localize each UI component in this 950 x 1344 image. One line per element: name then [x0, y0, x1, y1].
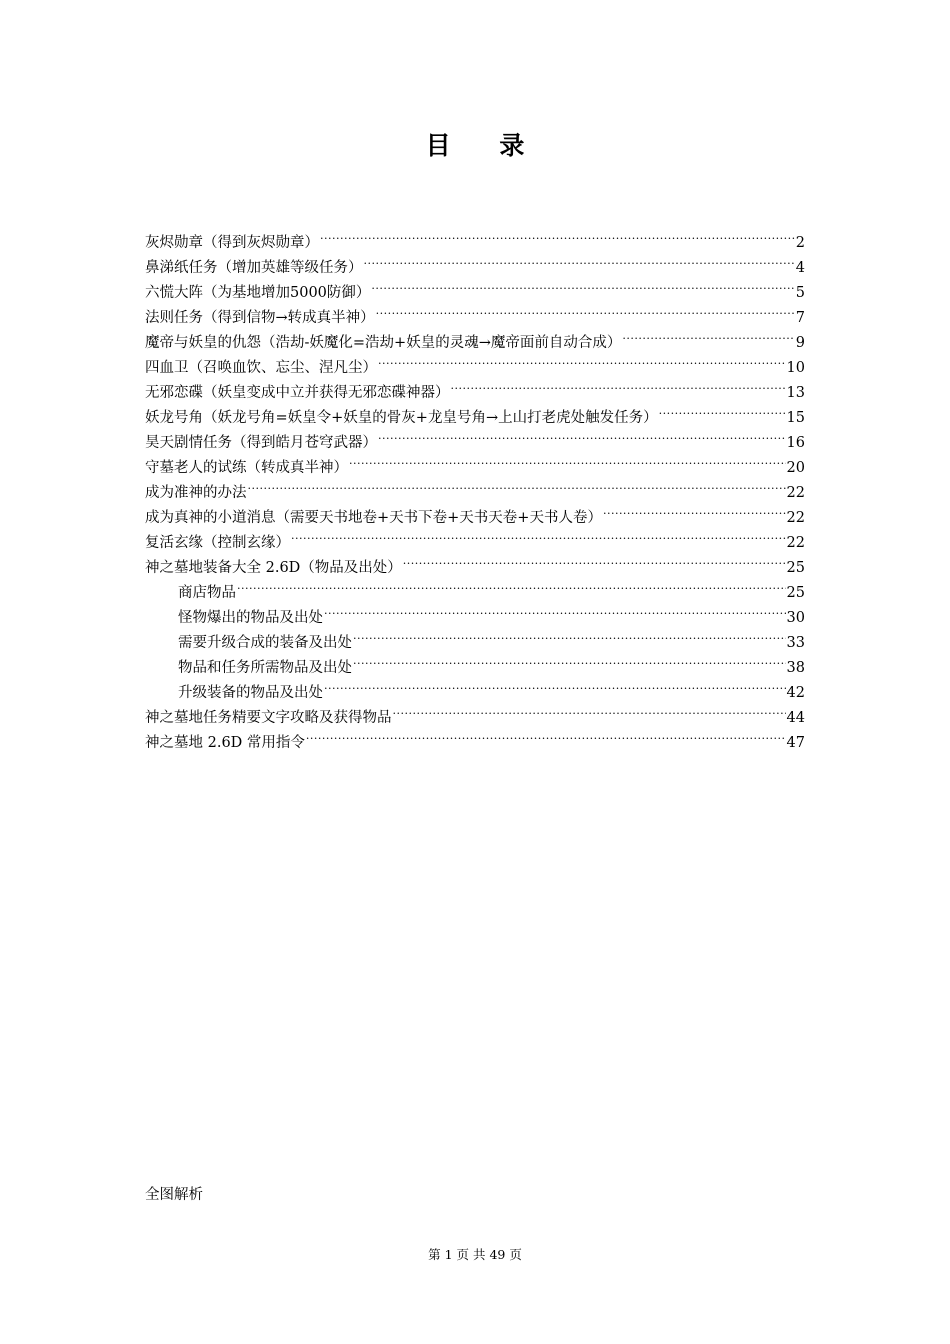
toc-entry-page: 9 [795, 335, 805, 351]
toc-entry-page: 33 [786, 635, 805, 651]
toc-entry-page: 42 [786, 685, 805, 701]
toc-subentry[interactable] [145, 597, 805, 626]
section-note: 全图解析 [145, 1187, 203, 1203]
toc-leader-dots [237, 572, 786, 597]
toc-leader-dots [320, 222, 795, 247]
toc-entry-page: 38 [786, 660, 805, 676]
toc-leader-dots [364, 247, 795, 272]
toc-leader-dots [622, 322, 794, 347]
toc-entry-label: 神之墓地任务精要文字攻略及获得物品 [145, 710, 392, 726]
toc-entry-page: 16 [786, 435, 805, 451]
toc-entry-page: 30 [786, 610, 805, 626]
toc-entry-label: 神之墓地 2.6D 常用指令 [145, 735, 305, 751]
toc-leader-dots [603, 497, 786, 522]
toc-entry-page: 25 [786, 560, 805, 576]
toc-entry-page: 5 [795, 285, 805, 301]
toc-entry-page: 7 [795, 310, 805, 326]
toc-entry-label: 需要升级合成的装备及出处 [178, 635, 352, 651]
toc-entry-label: 鼻涕纸任务（增加英雄等级任务） [145, 260, 363, 276]
toc-entry-page: 22 [786, 485, 805, 501]
toc-leader-dots [378, 347, 786, 372]
toc-entry-label: 灰烬勋章（得到灰烬勋章） [145, 235, 319, 251]
toc-entry-label: 怪物爆出的物品及出处 [178, 610, 323, 626]
toc-entry-label: 成为真神的小道消息（需要天书地卷+天书下卷+天书天卷+天书人卷） [145, 510, 602, 526]
toc-entry-label: 昊天剧情任务（得到皓月苍穹武器） [145, 435, 377, 451]
page-title: 目 录 [425, 131, 545, 160]
toc-entry[interactable] [145, 222, 805, 251]
toc-leader-dots [324, 597, 786, 622]
toc-entry-label: 升级装备的物品及出处 [178, 685, 323, 701]
toc-leader-dots [306, 722, 786, 747]
toc-leader-dots [393, 697, 786, 722]
toc-entry-page: 13 [786, 385, 805, 401]
toc-entry-label: 复活玄缘（控制玄缘） [145, 535, 290, 551]
toc-entry-page: 4 [795, 260, 805, 276]
table-of-contents [145, 222, 805, 751]
toc-entry-label: 商店物品 [178, 585, 236, 601]
toc-entry-label: 法则任务（得到信物→转成真半神） [145, 310, 375, 326]
toc-entry-page: 47 [786, 735, 805, 751]
toc-entry-label: 六慌大阵（为基地增加5000防御） [145, 285, 371, 301]
toc-subentry[interactable] [145, 572, 805, 601]
toc-leader-dots [451, 372, 786, 397]
toc-leader-dots [403, 547, 786, 572]
toc-leader-dots [371, 272, 794, 297]
toc-entry-page: 25 [786, 585, 805, 601]
toc-leader-dots [378, 422, 786, 447]
toc-entry-page: 22 [786, 535, 805, 551]
toc-entry-page: 10 [786, 360, 805, 376]
toc-entry-label: 成为准神的办法 [145, 485, 247, 501]
toc-entry-label: 魔帝与妖皇的仇怨（浩劫-妖魔化=浩劫+妖皇的灵魂→魔帝面前自动合成） [145, 335, 622, 351]
toc-entry-page: 44 [786, 710, 805, 726]
toc-entry-label: 神之墓地装备大全 2.6D（物品及出处） [145, 560, 402, 576]
toc-entry-label: 无邪恋碟（妖皇变成中立并获得无邪恋碟神器） [145, 385, 450, 401]
toc-leader-dots [349, 447, 786, 472]
toc-entry-page: 15 [786, 410, 805, 426]
toc-entry-label: 四血卫（召唤血饮、忘尘、涅凡尘） [145, 360, 377, 376]
toc-entry-label: 妖龙号角（妖龙号角=妖皇令+妖皇的骨灰+龙皇号角→上山打老虎处触发任务） [145, 410, 658, 426]
toc-leader-dots [659, 397, 786, 422]
toc-entry-label: 守墓老人的试练（转成真半神） [145, 460, 348, 476]
toc-leader-dots [291, 522, 786, 547]
toc-leader-dots [324, 672, 786, 697]
toc-entry-label: 物品和任务所需物品及出处 [178, 660, 352, 676]
toc-leader-dots [248, 472, 786, 497]
toc-entry-page: 20 [786, 460, 805, 476]
toc-entry-page: 22 [786, 510, 805, 526]
page-footer: 第 1 页 共 49 页 [428, 1247, 522, 1262]
toc-leader-dots [353, 647, 786, 672]
toc-leader-dots [353, 622, 786, 647]
toc-leader-dots [376, 297, 795, 322]
toc-entry-page: 2 [795, 235, 805, 251]
